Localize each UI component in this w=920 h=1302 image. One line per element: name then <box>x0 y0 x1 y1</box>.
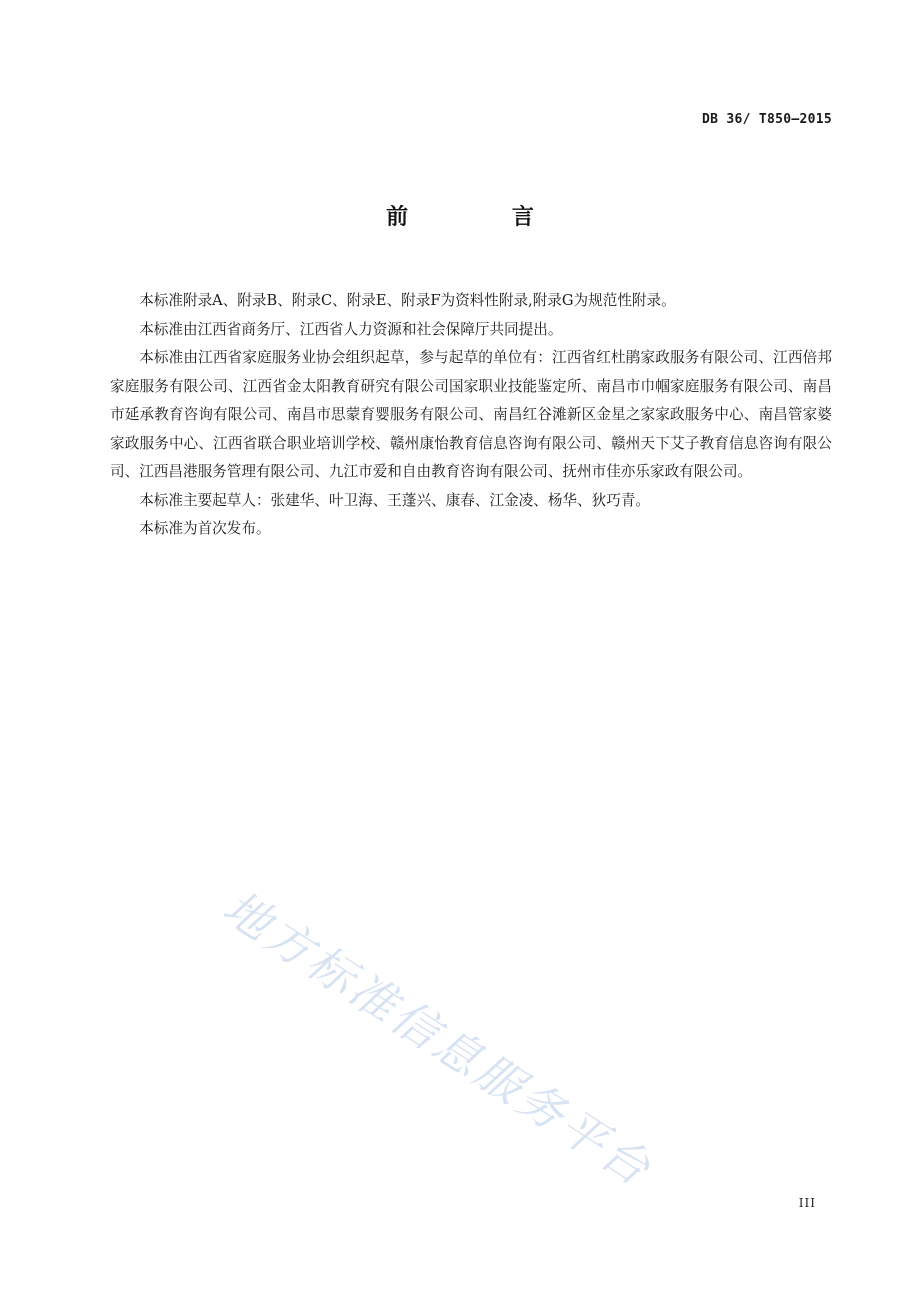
paragraph-drafters: 本标准主要起草人：张建华、叶卫海、王蓬兴、康春、江金凌、杨华、狄巧青。 <box>139 491 650 509</box>
foreword-body <box>110 287 832 544</box>
page-title: 前 言 <box>386 205 582 230</box>
page-number: III <box>798 1196 816 1210</box>
paragraph-drafting-units: 本标准由江西省家庭服务业协会组织起草，参与起草的单位有：江西省红杜鹃家政服务有限公司、江西倍邦家庭服务有限公司、江西省金太阳教育研究有限公司国家职业技能鉴定所、南昌市巾帼家庭服务有限公司、南昌市延承教育咨询有限公司、南昌市思蒙育婴服务有限公司、南昌红谷滩新区金星之家家政服务中心、南昌管家婆家政服务中心、江西省联合职业培训学校、赣州康怡教育信息咨询有限公司、赣州天下艾子教育信息咨询有限公司、江西昌港服务管理有限公司、九江市爱和自由教育咨询有限公司、抚州市佳亦乐家政有限公司。 <box>110 349 832 480</box>
watermark: 地方标准信息服务平台 <box>213 879 663 1198</box>
paragraph-appendix-note: 本标准附录A、附录B、附录C、附录E、附录F为资料性附录,附录G为规范性附录。 <box>139 292 676 309</box>
paragraph-proposers: 本标准由江西省商务厅、江西省人力资源和社会保障厅共同提出。 <box>139 320 563 338</box>
paragraph-first-release: 本标准为首次发布。 <box>139 520 271 537</box>
standard-code: DB 36/ T850—2015 <box>701 112 832 127</box>
